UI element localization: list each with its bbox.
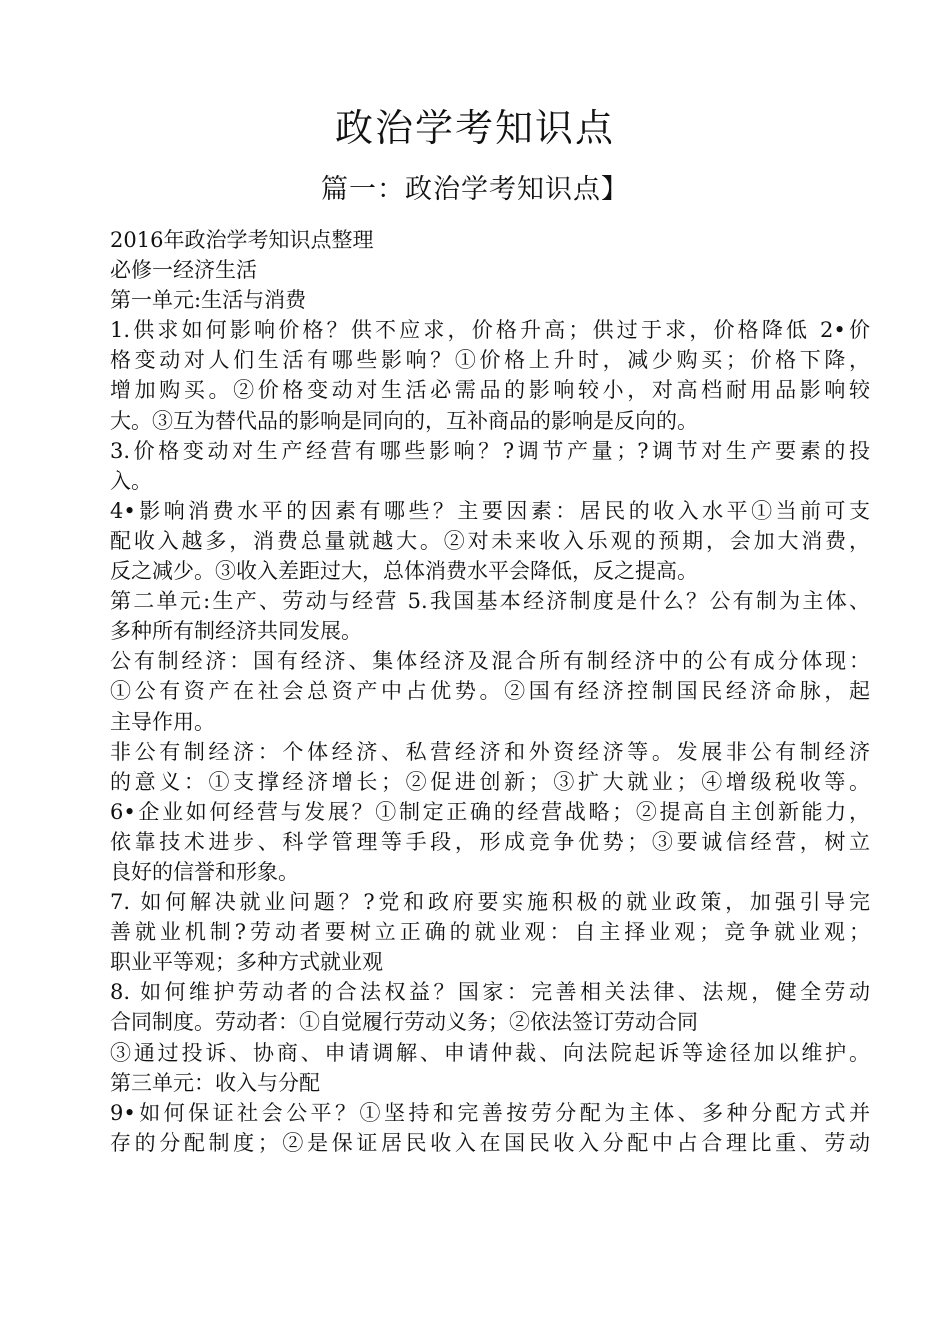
text-line: 4•影响消费水平的因素有哪些？主要因素：居民的收入水平①当前可支 xyxy=(110,498,870,523)
text-line: 1.供求如何影响价格？供不应求，价格升高；供过于求，价格降低 2•价 xyxy=(110,318,870,343)
text-line: ③通过投诉、协商、申请调解、申请仲裁、向法院起诉等途径加以维护。 xyxy=(110,1040,870,1065)
text-line: 6•企业如何经营与发展？①制定正确的经营战略；②提高自主创新能力， xyxy=(110,799,870,824)
text-line: 的意义：①支撑经济增长；②促进创新；③扩大就业；④增级税收等。 xyxy=(110,769,870,794)
text-line: 2016年政治学考知识点整理 xyxy=(110,228,374,252)
text-line: 第一单元:生活与消费 xyxy=(110,288,307,313)
text-line: 多种所有制经济共同发展。 xyxy=(110,619,362,644)
text-line: 公有制经济：国有经济、集体经济及混合所有制经济中的公有成分体现： xyxy=(110,649,870,674)
text-line: 第二单元:生产、劳动与经营 5.我国基本经济制度是什么？公有制为主体、 xyxy=(110,589,870,614)
text-line: 非公有制经济：个体经济、私营经济和外资经济等。发展非公有制经济 xyxy=(110,739,870,764)
text-line: 7. 如何解决就业问题？?党和政府要实施积极的就业政策，加强引导完 xyxy=(110,890,870,915)
document-subtitle: 篇一：政治学考知识点】 xyxy=(321,174,629,205)
text-line: 良好的信誉和形象。 xyxy=(110,859,299,884)
text-line: 反之减少。③收入差距过大，总体消费水平会降低，反之提高。 xyxy=(110,559,698,584)
text-line: 存的分配制度；②是保证居民收入在国民收入分配中占合理比重、劳动 xyxy=(110,1130,870,1155)
text-line: 3.价格变动对生产经营有哪些影响？?调节产量；?调节对生产要素的投 xyxy=(110,438,870,463)
text-line: 入。 xyxy=(110,468,152,493)
text-line: 增加购买。②价格变动对生活必需品的影响较小，对高档耐用品影响较 xyxy=(110,378,870,403)
text-line: ①公有资产在社会总资产中占优势。②国有经济控制国民经济命脉，起 xyxy=(110,679,870,704)
text-line: 大。③互为替代品的影响是同向的，互补商品的影响是反向的。 xyxy=(110,408,698,433)
text-line: 必修一经济生活 xyxy=(110,258,257,283)
text-line: 善就业机制?劳动者要树立正确的就业观：自主择业观；竞争就业观； xyxy=(110,920,870,945)
text-line: 合同制度。劳动者：①自觉履行劳动义务；②依法签订劳动合同 xyxy=(110,1010,698,1035)
text-line: 9•如何保证社会公平？①坚持和完善按劳分配为主体、多种分配方式并 xyxy=(110,1100,870,1125)
text-line: 职业平等观；多种方式就业观 xyxy=(110,950,383,975)
text-line: 格变动对人们生活有哪些影响？①价格上升时，减少购买；价格下降， xyxy=(110,348,870,373)
text-line: 配收入越多，消费总量就越大。②对未来收入乐观的预期，会加大消费， xyxy=(110,528,870,553)
text-line: 主导作用。 xyxy=(110,709,215,734)
document-body xyxy=(110,225,870,1158)
text-line: 依靠技术进步、科学管理等手段，形成竞争优势；③要诚信经营，树立 xyxy=(110,829,870,854)
text-line: 8. 如何维护劳动者的合法权益？国家：完善相关法律、法规，健全劳动 xyxy=(110,980,870,1005)
document-title: 政治学考知识点 xyxy=(334,106,615,150)
text-line: 第三单元：收入与分配 xyxy=(110,1070,320,1095)
